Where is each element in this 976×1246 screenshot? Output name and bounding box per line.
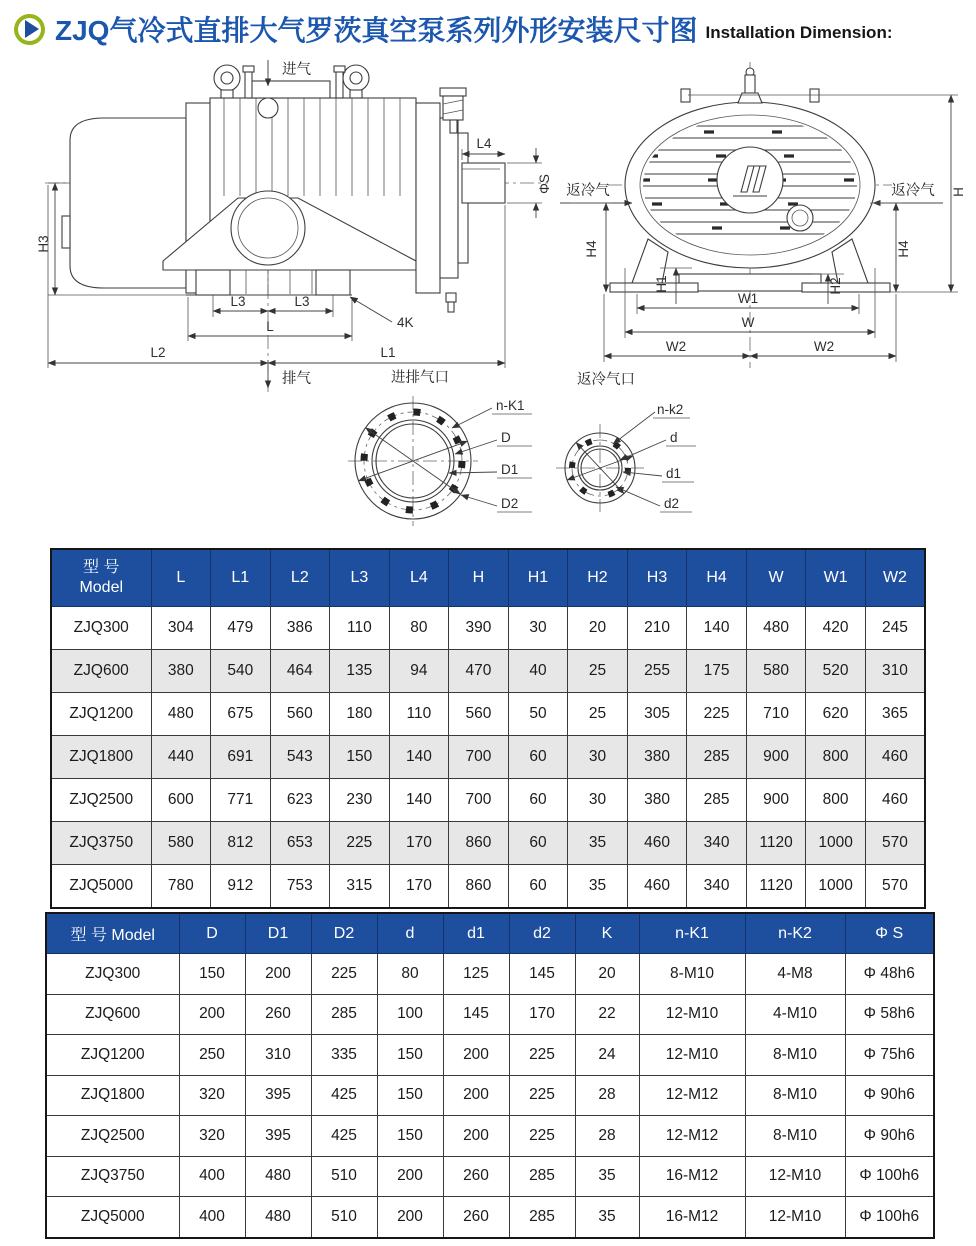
value-cell: 480	[746, 607, 806, 650]
value-cell: 140	[389, 779, 449, 822]
table-row	[46, 1075, 934, 1116]
value-cell: 30	[568, 736, 628, 779]
value-cell: 25	[568, 650, 628, 693]
value-cell: 225	[509, 1116, 575, 1157]
value-cell: 245	[865, 607, 925, 650]
flange-dimension-table	[45, 912, 935, 1239]
value-cell: 285	[311, 994, 377, 1035]
value-cell: 710	[746, 693, 806, 736]
value-cell: 395	[245, 1116, 311, 1157]
installation-dimension-table	[50, 548, 926, 909]
foot-left	[196, 270, 230, 295]
value-cell: 900	[746, 736, 806, 779]
value-cell: 580	[151, 822, 211, 865]
col-header-D: D	[179, 913, 245, 954]
lower-fins	[246, 270, 312, 294]
dim-h3: H3	[36, 235, 51, 253]
ear-right	[810, 89, 819, 102]
flange-main-bolt-label: n-K1	[496, 398, 525, 413]
value-cell: 110	[389, 693, 449, 736]
value-cell: 225	[509, 1075, 575, 1116]
table-row	[51, 650, 925, 693]
value-cell: 1000	[806, 822, 866, 865]
value-cell: 12-M10	[639, 1035, 745, 1076]
value-cell: 260	[245, 994, 311, 1035]
table-row	[51, 779, 925, 822]
dim-w2-right: W2	[813, 339, 835, 354]
value-cell: 470	[449, 650, 509, 693]
page-header	[14, 8, 893, 50]
flange-main-title: 进排气口	[391, 370, 449, 386]
table-row	[51, 822, 925, 865]
model-cell: ZJQ1200	[46, 1035, 179, 1076]
value-cell: 460	[627, 865, 687, 909]
value-cell: 35	[575, 1156, 639, 1197]
col-header-L2: L2	[270, 549, 330, 607]
col-header-n-K1: n-K1	[639, 913, 745, 954]
eyebolt-right	[343, 65, 369, 98]
value-cell: 390	[449, 607, 509, 650]
value-cell: 4-M10	[745, 994, 845, 1035]
value-cell: 912	[211, 865, 271, 909]
table-row	[46, 954, 934, 995]
value-cell: 25	[568, 693, 628, 736]
value-cell: 175	[687, 650, 747, 693]
value-cell: 24	[575, 1035, 639, 1076]
table-row	[46, 994, 934, 1035]
value-cell: 210	[627, 607, 687, 650]
value-cell: 386	[270, 607, 330, 650]
value-cell: 4-M8	[745, 954, 845, 995]
value-cell: Φ 100h6	[845, 1156, 934, 1197]
inlet-label: 进气	[282, 62, 311, 78]
col-header-L1: L1	[211, 549, 271, 607]
value-cell: 700	[449, 779, 509, 822]
brand-logo-mark	[717, 147, 783, 213]
col-header-H1: H1	[508, 549, 568, 607]
dim-l3-right: L3	[294, 294, 310, 309]
value-cell: 800	[806, 779, 866, 822]
value-cell: 570	[865, 865, 925, 909]
page-subtitle: Installation Dimension:	[705, 23, 893, 42]
value-cell: 812	[211, 822, 271, 865]
model-cell: ZJQ600	[51, 650, 151, 693]
value-cell: 150	[377, 1116, 443, 1157]
col-header-d2: d2	[509, 913, 575, 954]
value-cell: Φ 90h6	[845, 1116, 934, 1157]
value-cell: 260	[443, 1156, 509, 1197]
col-header-K: K	[575, 913, 639, 954]
value-cell: 225	[509, 1035, 575, 1076]
model-cell: ZJQ5000	[51, 865, 151, 909]
value-cell: 94	[389, 650, 449, 693]
value-cell: 100	[377, 994, 443, 1035]
flange-main-d-label: D	[501, 430, 511, 445]
value-cell: 425	[311, 1116, 377, 1157]
lift-pin-right	[334, 66, 345, 98]
model-cell: ZJQ3750	[51, 822, 151, 865]
value-cell: 16-M12	[639, 1156, 745, 1197]
value-cell: 335	[311, 1035, 377, 1076]
value-cell: 860	[449, 865, 509, 909]
value-cell: 200	[179, 994, 245, 1035]
bottom-bracket	[679, 274, 821, 291]
value-cell: 8-M10	[639, 954, 745, 995]
value-cell: 20	[568, 607, 628, 650]
dim-l1: L1	[380, 345, 396, 360]
value-cell: 170	[389, 822, 449, 865]
value-cell: 22	[575, 994, 639, 1035]
value-cell: 440	[151, 736, 211, 779]
value-cell: 145	[443, 994, 509, 1035]
table-row	[51, 736, 925, 779]
flange-main-d1-label: D1	[501, 462, 519, 477]
flange-cool-bolt-label: n-k2	[657, 402, 684, 417]
value-cell: 140	[687, 607, 747, 650]
model-cell: ZJQ300	[46, 954, 179, 995]
model-cell: ZJQ1800	[51, 736, 151, 779]
value-cell: 150	[330, 736, 390, 779]
flange-cool-d2-label: d2	[664, 496, 680, 511]
flange-main-detail	[348, 369, 532, 526]
value-cell: 464	[270, 650, 330, 693]
value-cell: 285	[509, 1156, 575, 1197]
value-cell: 425	[311, 1075, 377, 1116]
table-row	[46, 1156, 934, 1197]
foot-right	[316, 270, 350, 295]
value-cell: Φ 100h6	[845, 1197, 934, 1238]
value-cell: 700	[449, 736, 509, 779]
return-air-label-right: 返冷气	[891, 183, 935, 199]
value-cell: 8-M10	[745, 1035, 845, 1076]
col-header-L: L	[151, 549, 211, 607]
value-cell: 40	[508, 650, 568, 693]
flange-main-d2-label: D2	[501, 496, 519, 511]
col-header-W2: W2	[865, 549, 925, 607]
value-cell: 12-M12	[639, 1116, 745, 1157]
value-cell: 540	[211, 650, 271, 693]
foot-plate-right	[802, 283, 890, 292]
value-cell: 60	[508, 779, 568, 822]
col-header-H4: H4	[687, 549, 747, 607]
value-cell: 771	[211, 779, 271, 822]
flange-cool-detail	[556, 371, 696, 512]
model-cell: ZJQ600	[46, 994, 179, 1035]
value-cell: 380	[151, 650, 211, 693]
value-cell: Φ 58h6	[845, 994, 934, 1035]
value-cell: 510	[311, 1156, 377, 1197]
value-cell: 479	[211, 607, 271, 650]
dim-l3-left: L3	[230, 294, 246, 309]
value-cell: 653	[270, 822, 330, 865]
value-cell: 285	[687, 736, 747, 779]
value-cell: 623	[270, 779, 330, 822]
eyebolt-left	[214, 65, 240, 98]
value-cell: 150	[377, 1035, 443, 1076]
value-cell: 12-M10	[745, 1156, 845, 1197]
header-row	[46, 913, 934, 954]
flange-cool-d1-label: d1	[666, 466, 682, 481]
page-title: ZJQ气冷式直排大气罗茨真空泵系列外形安装尺寸图	[55, 15, 698, 46]
value-cell: 12-M10	[745, 1197, 845, 1238]
value-cell: 110	[330, 607, 390, 650]
value-cell: 365	[865, 693, 925, 736]
outlet-label: 排气	[282, 371, 311, 387]
col-header-Φ S: Φ S	[845, 913, 934, 954]
value-cell: 1120	[746, 865, 806, 909]
technical-drawing	[0, 56, 976, 548]
col-header-L4: L4	[389, 549, 449, 607]
value-cell: 480	[245, 1197, 311, 1238]
value-cell: 60	[508, 822, 568, 865]
value-cell: 60	[508, 736, 568, 779]
value-cell: 860	[449, 822, 509, 865]
value-cell: 460	[865, 736, 925, 779]
dim-l4: L4	[476, 136, 492, 151]
value-cell: 125	[443, 954, 509, 995]
value-cell: 543	[270, 736, 330, 779]
flange-cool-d-label: d	[670, 430, 678, 445]
anchor-note-4k: 4K	[397, 315, 414, 330]
value-cell: 35	[568, 865, 628, 909]
value-cell: 285	[509, 1197, 575, 1238]
col-header-n-K2: n-K2	[745, 913, 845, 954]
value-cell: 180	[330, 693, 390, 736]
value-cell: 780	[151, 865, 211, 909]
value-cell: Φ 90h6	[845, 1075, 934, 1116]
flange-cool-title: 返冷气口	[577, 372, 635, 388]
value-cell: 170	[509, 994, 575, 1035]
col-header-d1: d1	[443, 913, 509, 954]
table-row	[51, 693, 925, 736]
value-cell: 150	[179, 954, 245, 995]
model-cell: ZJQ1200	[51, 693, 151, 736]
value-cell: 200	[377, 1197, 443, 1238]
table-row	[46, 1116, 934, 1157]
value-cell: 200	[443, 1075, 509, 1116]
side-view	[36, 60, 552, 392]
value-cell: 60	[508, 865, 568, 909]
value-cell: 170	[389, 865, 449, 909]
dim-h1: H1	[654, 275, 669, 293]
value-cell: 28	[575, 1116, 639, 1157]
col-header-D1: D1	[245, 913, 311, 954]
value-cell: 35	[568, 822, 628, 865]
value-cell: 250	[179, 1035, 245, 1076]
dim-phi-s: ΦS	[537, 174, 552, 194]
return-air-label-left: 返冷气	[566, 183, 610, 199]
model-cell: ZJQ1800	[46, 1075, 179, 1116]
dim-w2-left: W2	[665, 339, 687, 354]
value-cell: 315	[330, 865, 390, 909]
header-row	[51, 549, 925, 607]
drain-fitting	[446, 293, 456, 312]
value-cell: 320	[179, 1116, 245, 1157]
value-cell: 560	[270, 693, 330, 736]
value-cell: 145	[509, 954, 575, 995]
dim-l2: L2	[150, 345, 166, 360]
value-cell: 580	[746, 650, 806, 693]
value-cell: 16-M12	[639, 1197, 745, 1238]
value-cell: 320	[179, 1075, 245, 1116]
value-cell: 200	[245, 954, 311, 995]
value-cell: 230	[330, 779, 390, 822]
value-cell: 395	[245, 1075, 311, 1116]
value-cell: 310	[245, 1035, 311, 1076]
value-cell: 460	[865, 779, 925, 822]
value-cell: 80	[389, 607, 449, 650]
value-cell: 800	[806, 736, 866, 779]
col-header-W: W	[746, 549, 806, 607]
top-plug	[738, 68, 762, 103]
dim-h2: H2	[828, 277, 843, 295]
value-cell: 420	[806, 607, 866, 650]
value-cell: 8-M10	[745, 1116, 845, 1157]
value-cell: 140	[389, 736, 449, 779]
value-cell: 600	[151, 779, 211, 822]
value-cell: 305	[627, 693, 687, 736]
col-header-d: d	[377, 913, 443, 954]
value-cell: 35	[575, 1197, 639, 1238]
value-cell: 310	[865, 650, 925, 693]
lift-pin-left	[243, 66, 254, 98]
dim-h4-left: H4	[584, 240, 599, 258]
ear-left	[681, 89, 690, 102]
brand-bullet-icon	[14, 14, 45, 45]
col-header-H: H	[449, 549, 509, 607]
value-cell: 570	[865, 822, 925, 865]
value-cell: 200	[377, 1156, 443, 1197]
dim-w1: W1	[737, 291, 759, 306]
leg-right	[832, 239, 868, 283]
value-cell: Φ 48h6	[845, 954, 934, 995]
value-cell: 400	[179, 1197, 245, 1238]
value-cell: 28	[575, 1075, 639, 1116]
value-cell: 260	[443, 1197, 509, 1238]
value-cell: 135	[330, 650, 390, 693]
value-cell: 691	[211, 736, 271, 779]
col-header-H3: H3	[627, 549, 687, 607]
model-cell: ZJQ5000	[46, 1197, 179, 1238]
value-cell: Φ 75h6	[845, 1035, 934, 1076]
model-cell: ZJQ2500	[51, 779, 151, 822]
value-cell: 510	[311, 1197, 377, 1238]
value-cell: 900	[746, 779, 806, 822]
value-cell: 150	[377, 1075, 443, 1116]
value-cell: 520	[806, 650, 866, 693]
value-cell: 12-M10	[639, 994, 745, 1035]
value-cell: 225	[687, 693, 747, 736]
value-cell: 80	[377, 954, 443, 995]
table-row	[46, 1197, 934, 1238]
col-header-H2: H2	[568, 549, 628, 607]
value-cell: 620	[806, 693, 866, 736]
table-row	[51, 607, 925, 650]
col-header-D2: D2	[311, 913, 377, 954]
col-header-L3: L3	[330, 549, 390, 607]
col-header-W1: W1	[806, 549, 866, 607]
end-view	[560, 62, 966, 368]
table-row	[51, 865, 925, 909]
value-cell: 1000	[806, 865, 866, 909]
col-header-model: 型 号 Model	[46, 913, 179, 954]
value-cell: 675	[211, 693, 271, 736]
value-cell: 30	[508, 607, 568, 650]
dim-l: L	[266, 319, 274, 334]
value-cell: 20	[575, 954, 639, 995]
col-header-model: 型 号 Model	[51, 549, 151, 607]
value-cell: 1120	[746, 822, 806, 865]
model-cell: ZJQ3750	[46, 1156, 179, 1197]
value-cell: 225	[330, 822, 390, 865]
table-row	[46, 1035, 934, 1076]
value-cell: 200	[443, 1116, 509, 1157]
value-cell: 340	[687, 822, 747, 865]
value-cell: 285	[687, 779, 747, 822]
value-cell: 753	[270, 865, 330, 909]
value-cell: 340	[687, 865, 747, 909]
value-cell: 30	[568, 779, 628, 822]
value-cell: 560	[449, 693, 509, 736]
dim-h: H	[951, 187, 966, 197]
value-cell: 50	[508, 693, 568, 736]
value-cell: 200	[443, 1035, 509, 1076]
sight-glass	[787, 205, 813, 231]
model-cell: ZJQ2500	[46, 1116, 179, 1157]
dim-h4-right: H4	[896, 240, 911, 258]
model-cell: ZJQ300	[51, 607, 151, 650]
value-cell: 380	[627, 779, 687, 822]
value-cell: 255	[627, 650, 687, 693]
value-cell: 480	[245, 1156, 311, 1197]
value-cell: 400	[179, 1156, 245, 1197]
value-cell: 8-M10	[745, 1075, 845, 1116]
value-cell: 304	[151, 607, 211, 650]
value-cell: 460	[627, 822, 687, 865]
value-cell: 380	[627, 736, 687, 779]
value-cell: 480	[151, 693, 211, 736]
dim-w: W	[741, 315, 755, 330]
value-cell: 225	[311, 954, 377, 995]
value-cell: 12-M12	[639, 1075, 745, 1116]
